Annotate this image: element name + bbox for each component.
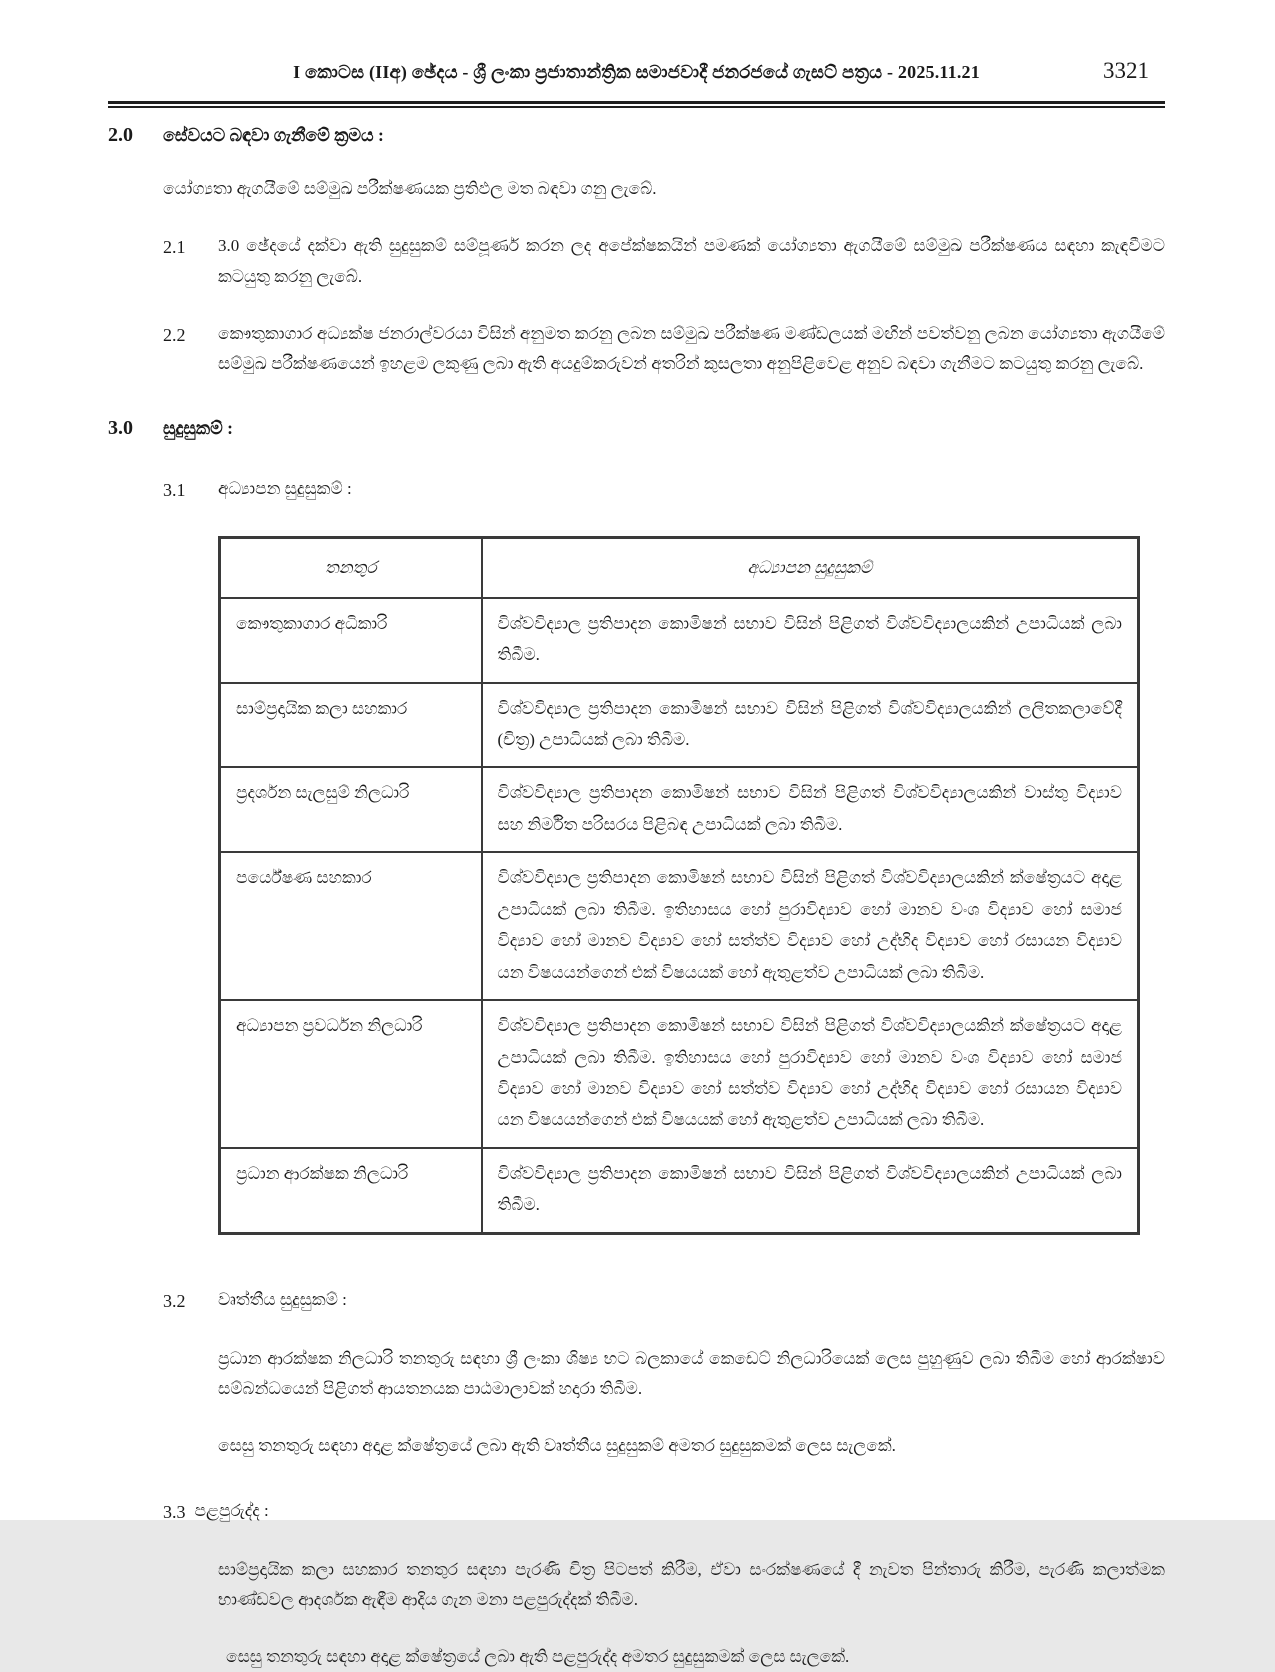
qualification-cell: විශ්වවිද්‍යාල ප්‍රතිපාදන කොමිෂන් සභාව විසින් පිළිගත් විශ්වවිද්‍යාලයකින් ක්ෂේත්‍රයට අදාළ උපාධියක් ලබා තිබීම. ඉතිහාසය හෝ පුරාවිද්‍යාව හෝ මානව වංශ විද්‍යාව හෝ සමාජ විද්‍යාව හෝ මානව විද්‍යාව හෝ සත්ත්ව විද්‍යාව හෝ උද්භිද විද්‍යාව හෝ රසායන විද්‍යාව යන විෂයයන්ගෙන් එක් විෂයයක් හෝ ඇතුළත්ව උපාධියක් ලබා තිබීම.	[482, 1000, 1139, 1148]
table-row	[220, 598, 1139, 683]
clause-2-1-text: 3.0 ඡේදයේ දක්වා ඇති සුදුසුකම් සම්පූර්ණ කරන ලද අපේක්ෂකයින් පමණක් යෝග්‍යතා ඇගයීමේ සම්මුඛ පරීක්ෂණය සඳහා කැඳවීමට කටයුතු කරනු ලැබේ.	[218, 236, 1165, 286]
position-cell: ප්‍රධාන ආරක්ෂක නිලධාරි	[220, 1148, 482, 1233]
subsection-3-2-number: 3.2	[163, 1290, 186, 1311]
table-row	[220, 1148, 1139, 1233]
qualification-cell: විශ්වවිද්‍යාල ප්‍රතිපාදන කොමිෂන් සභාව විසින් පිළිගත් විශ්වවිද්‍යාලයකින් උපාධියක් ලබා තිබීම.	[482, 598, 1139, 683]
subsection-3-2-heading	[163, 1285, 1165, 1317]
position-cell: ප්‍රදර්ශන සැලසුම් නිලධාරි	[220, 767, 482, 852]
subsection-3-3-paragraph-2: සෙසු තනතුරු සඳහා අදාළ ක්ෂේත්‍රයේ ලබා ඇති පළපුරුද්ද අමතර සුදුසුකමක් ලෙස සැලකේ.	[226, 1647, 850, 1667]
qualification-cell: විශ්වවිද්‍යාල ප්‍රතිපාදන කොමිෂන් සභාව විසින් පිළිගත් විශ්වවිද්‍යාලයකින් ක්ෂේත්‍රයට අදාළ උපාධියක් ලබා තිබීම. ඉතිහාසය හෝ පුරාවිද්‍යාව හෝ මානව වංශ විද්‍යාව හෝ සමාජ විද්‍යාව හෝ මානව විද්‍යාව හෝ සත්ත්ව විද්‍යාව හෝ උද්භිද විද්‍යාව හෝ රසායන විද්‍යාව යන විෂයයන්ගෙන් එක් විෂයයක් හෝ ඇතුළත්ව උපාධියක් ලබා තිබීම.	[482, 852, 1139, 1000]
qualification-cell: විශ්වවිද්‍යාල ප්‍රතිපාදන කොමිෂන් සභාව විසින් පිළිගත් විශ්වවිද්‍යාලයකින් ලලිතකලාවේදී (චිත්‍ර) උපාධියක් ලබා තිබීම.	[482, 683, 1139, 768]
column-header-qualification: අධ්‍යාපන සුදුසුකම්	[482, 538, 1139, 598]
clause-2-1-number: 2.1	[163, 237, 186, 258]
table-row	[220, 767, 1139, 852]
clause-2-2-number: 2.2	[163, 324, 186, 345]
subsection-3-2-title: වෘත්තීය සුදුසුකම් :	[218, 1289, 347, 1309]
position-cell: කෞතුකාගාර අධිකාරි	[220, 598, 482, 683]
section-2-number: 2.0	[108, 124, 133, 146]
position-cell: සාම්ප්‍රදායික කලා සහකාර	[220, 683, 482, 768]
section-2-heading	[108, 124, 1165, 147]
education-qualifications-table	[218, 536, 1140, 1234]
position-cell: අධ්‍යාපන ප්‍රවර්ධන නිලධාරි	[220, 1000, 482, 1148]
table-row	[220, 852, 1139, 1000]
qualification-cell: විශ්වවිද්‍යාල ප්‍රතිපාදන කොමිෂන් සභාව විසින් පිළිගත් විශ්වවිද්‍යාලයකින් උපාධියක් ලබා තිබීම.	[482, 1148, 1139, 1233]
table-row	[220, 683, 1139, 768]
table-row	[220, 1000, 1139, 1148]
clause-2-2-text: කෞතුකාගාර අධ්‍යක්ෂ ජනරාල්වරයා විසින් අනුමත කරනු ලබන සම්මුඛ පරීක්ෂණ මණ්ඩලයක් මඟින් පවත්වනු ලබන යෝග්‍යතා ඇගයීමේ සම්මුඛ පරීක්ෂණයෙන් ඉහළම ලකුණු ලබා ඇති අයදුම්කරුවන් අතරින් කුසලතා අනුපිළිවෙළ අනුව බඳවා ගැනීමට කටයුතු කරනු ලැබේ.	[218, 323, 1165, 373]
page-header	[108, 58, 1165, 92]
clause-2-2	[163, 319, 1165, 380]
table-header-row	[220, 538, 1139, 598]
section-3-number: 3.0	[108, 417, 133, 440]
section-2-title: සේවයට බඳවා ගැනීමේ ක්‍රමය :	[163, 125, 384, 145]
gazette-header-title: I කොටස (IIඅ) ඡේදය - ශ්‍රී ලංකා ප්‍රජාතාන්ත්‍රික සමාජවාදී ජනරජයේ ගැසට් පත්‍රය - 2025.11.21	[293, 62, 980, 82]
section-2-intro-paragraph: යෝග්‍යතා ඇගයීමේ සම්මුඛ පරීක්ෂණයක ප්‍රතිඵල මත බඳවා ගනු ලැබේ.	[163, 179, 657, 198]
subsection-3-1-title: අධ්‍යාපන සුදුසුකම් :	[218, 479, 352, 499]
subsection-3-3-number: 3.3	[163, 1501, 186, 1522]
section-3-title: සුදුසුකම් :	[163, 418, 233, 439]
position-cell: පර්යේෂණ සහකාර	[220, 852, 482, 1000]
column-header-position: තනතුර	[220, 538, 482, 598]
section-3-heading	[108, 417, 1165, 440]
subsection-3-3-heading	[163, 1496, 1165, 1528]
header-double-rule	[108, 101, 1165, 108]
page-number: 3321	[1103, 58, 1149, 83]
clause-2-1	[163, 231, 1165, 292]
subsection-3-3-paragraph-1: සාම්ප්‍රදායික කලා සහකාර තනතුර සඳහා පැරණි චිත්‍ර පිටපත් කිරීම, ඒවා සංරක්ෂණයේ දී නැවත පින්තාරු කිරීම, පැරණි කලාත්මක භාණ්ඩවල ආදර්ශක ඇඳීම ආදිය ගැන මනා පළපුරුද්දක් තිබීම.	[218, 1559, 1165, 1609]
subsection-3-1-heading	[163, 474, 1165, 506]
qualification-cell: විශ්වවිද්‍යාල ප්‍රතිපාදන කොමිෂන් සභාව විසින් පිළිගත් විශ්වවිද්‍යාලයකින් වාස්තු විද්‍යාව සහ නිර්මිත පරිසරය පිළිබඳ උපාධියක් ලබා තිබීම.	[482, 767, 1139, 852]
subsection-3-1-number: 3.1	[163, 480, 186, 501]
subsection-3-3-title: පළපුරුද්ද :	[194, 1500, 269, 1520]
subsection-3-2-paragraph-2: සෙසු තනතුරු සඳහා අදාළ ක්ෂේත්‍රයේ ලබා ඇති වෘත්තීය සුදුසුකම් අමතර සුදුසුකමක් ලෙස සැලකේ.	[218, 1436, 896, 1456]
subsection-3-2-paragraph-1: ප්‍රධාන ආරක්ෂක නිලධාරි තනතුරු සඳහා ශ්‍රී ලංකා ශිෂ්‍ය භට බලකායේ කෙඩෙට් නිලධාරියෙක් ලෙස පුහුණුව ලබා තිබීම හෝ ආරක්ෂාව සම්බන්ධයෙන් පිළිගත් ආයතනයක පාඨමාලාවක් හදාරා තිබීම.	[218, 1348, 1165, 1398]
